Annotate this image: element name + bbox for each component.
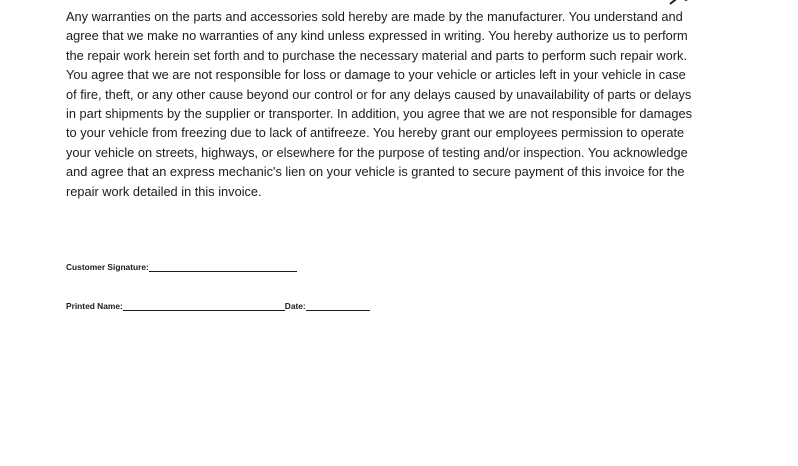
terms-line: to your vehicle from freezing due to lack of antifreeze. You hereby grant our employees permission to operate [66,125,685,141]
terms-line: repair work detailed in this invoice. [66,183,262,199]
warranty-terms-paragraph [66,7,766,201]
printed-name-label: Printed Name: [66,301,123,311]
terms-line: of fire, theft, or any other cause beyond our control or for any delays caused by unavailability of parts or delays [66,86,692,102]
terms-line: the repair work herein set forth and to purchase the necessary material and parts to perform such repair work. [66,47,687,63]
date-label: Date: [284,301,306,311]
terms-line: and agree that an express mechanic's lien on your vehicle is granted to secure payment of this invoice for the [66,164,685,180]
customer-signature-line[interactable] [149,262,297,272]
printed-name-line[interactable] [123,301,285,311]
date-line[interactable] [306,301,370,311]
printed-name-row [66,301,370,312]
scan-mark-icon [668,0,698,6]
terms-line: your vehicle on streets, highways, or elsewhere for the purpose of testing and/or inspection. You acknowledge [66,144,688,160]
customer-signature-label: Customer Signature: [66,262,149,272]
terms-line: Any warranties on the parts and accessories sold hereby are made by the manufacturer. You understand and [66,9,683,24]
terms-line: You agree that we are not responsible for loss or damage to your vehicle or articles left in your vehicle in case [66,67,686,83]
terms-line: in part shipments by the supplier or transporter. In addition, you agree that we are not responsible for damages [66,106,692,122]
customer-signature-row [66,262,297,273]
terms-line: agree that we make no warranties of any kind unless expressed in writing. You hereby authorize us to perform [66,28,688,44]
